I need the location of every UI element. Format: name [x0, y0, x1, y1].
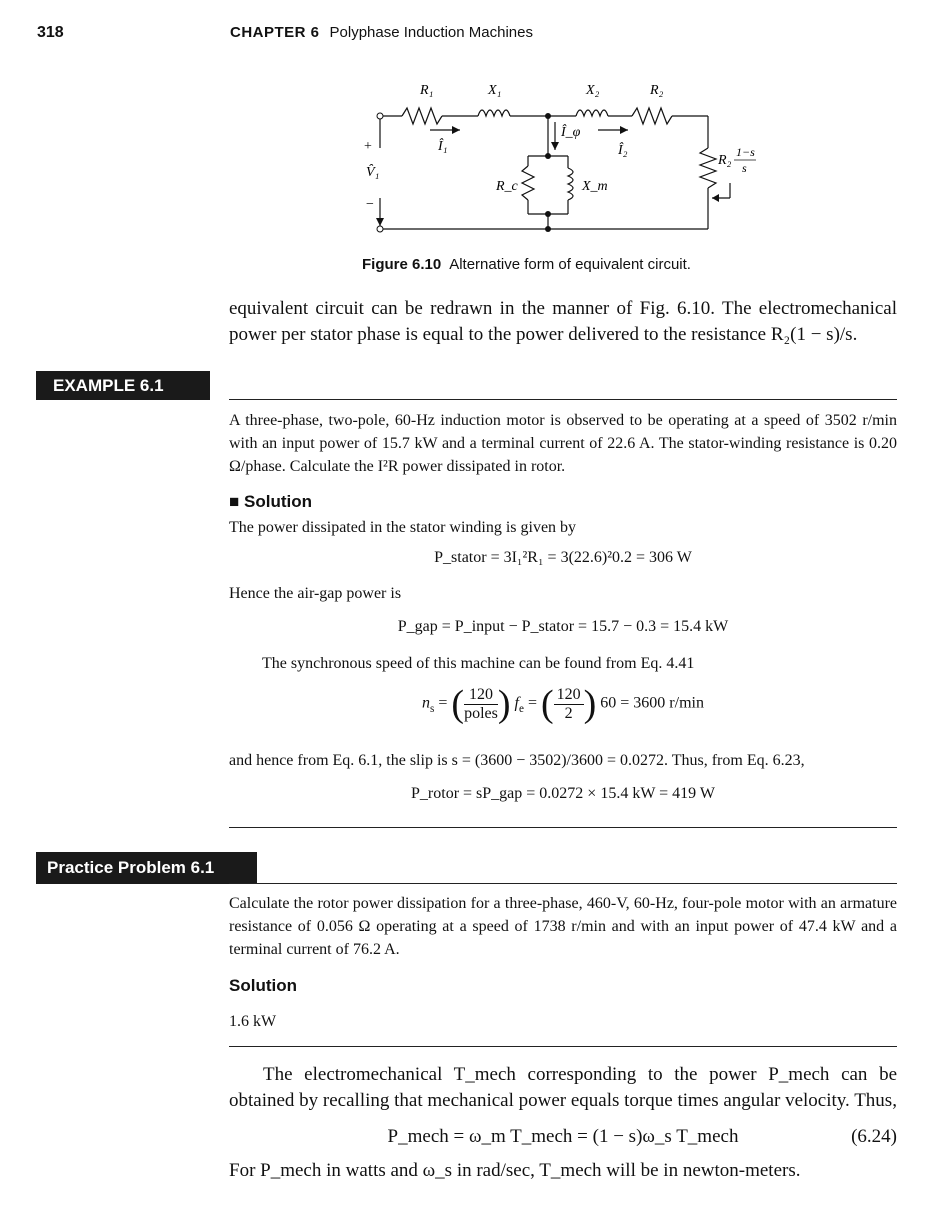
label-i2: Î₂: [618, 143, 628, 158]
closing-final-line: For P_mech in watts and ω_s in rad/sec, T_mech will be in newton-meters.: [229, 1160, 801, 1181]
closing-paragraph: The electromechanical T_mech corresponding to the power P_mech can be obtained by recalling that mechanical power equals torque times angular velocity. Thus,: [229, 1064, 897, 1111]
eq3-fraction-1: $\frac{120}{\text{poles}}$: [464, 685, 498, 722]
rc-resistor: [522, 166, 534, 200]
example-solution-heading: ■ Solution: [229, 492, 312, 511]
chapter-heading: [230, 24, 533, 41]
example-line-3: The synchronous speed of this machine can be found from Eq. 4.41: [262, 655, 695, 672]
practice-tab: Practice Problem 6.1: [36, 852, 257, 884]
eq3-result: 60 = 3600 r/min: [600, 694, 704, 712]
x2-inductor: [576, 110, 608, 116]
equation-6-24-row: [229, 1124, 897, 1150]
example-line-1: The power dissipated in the stator winding is given by: [229, 519, 577, 536]
equation-rotor: P_rotor = sP_gap = 0.0272 × 15.4 kW = 419 W: [411, 785, 715, 802]
practice-problem: Calculate the rotor power dissipation for a three-phase, 460-V, 60-Hz, four-pole motor with an armature resistance of 0.056 Ω operating at a speed of 1738 r/min and with an input power of 47.4 kW and a terminal current of 76.2 A.: [229, 895, 897, 958]
practice-top-rule: [229, 883, 897, 884]
example-bottom-rule: [229, 827, 897, 828]
equation-airgap: P_gap = P_input − P_stator = 15.7 − 0.3 = 15.4 kW: [397, 618, 729, 635]
eq3-sub: s: [430, 702, 435, 715]
label-v1: V̂₁: [366, 165, 380, 180]
example-problem: A three-phase, two-pole, 60-Hz induction motor is observed to be operating at a speed of 3502 r/min with an input power of 15.7 kW and a terminal current of 22.6 A. The stator-winding resistance is 0.20 Ω/phase. Calculate the I²R power dissipated in rotor.: [229, 412, 897, 475]
label-r2: R₂: [650, 83, 664, 98]
label-load-num: 1−s: [736, 145, 755, 159]
terminal-bottom-left: [377, 226, 383, 232]
intro-paragraph: equivalent circuit can be redrawn in the manner of Fig. 6.10. The electromechanical power per stator phase is equal to the power delivered to the resistance R₂(1 − s)/s.: [229, 298, 897, 345]
label-r2-load: R₂: [718, 153, 732, 168]
example-line-2: Hence the air-gap power is: [229, 585, 402, 602]
example-top-rule: [229, 399, 897, 400]
label-iphi: Î_φ: [561, 125, 581, 140]
load-resistor: [700, 148, 716, 188]
label-i1: Î₁: [438, 139, 448, 154]
label-r1: R₁: [420, 83, 434, 98]
eq3-fe: f: [514, 694, 519, 712]
label-rc: R_c: [496, 179, 518, 194]
practice-answer: 1.6 kW: [229, 1013, 277, 1030]
figure-caption-label: Figure 6.10: [362, 256, 442, 273]
circuit-figure: [360, 78, 760, 248]
practice-bottom-rule: [229, 1046, 897, 1047]
xm-inductor: [568, 168, 573, 200]
label-xm: X_m: [582, 179, 608, 194]
page-header: [37, 24, 907, 48]
figure-caption: [362, 256, 691, 273]
label-minus: −: [366, 197, 374, 212]
equation-stator: P_stator = 3I₁²R₁ = 3(22.6)²0.2 = 306 W: [434, 549, 692, 566]
practice-solution-heading: Solution: [229, 976, 297, 995]
label-load-den: s: [742, 161, 747, 175]
label-x2: X₂: [586, 83, 600, 98]
terminal-top-left: [377, 113, 383, 119]
r2-resistor: [632, 108, 672, 124]
x1-inductor: [478, 110, 510, 116]
chapter-label: CHAPTER 6: [230, 24, 320, 41]
example-line-4: and hence from Eq. 6.1, the slip is s = (3600 − 3502)/3600 = 0.0272. Thus, from Eq. 6.23,: [229, 752, 805, 769]
equivalent-circuit-diagram: [360, 78, 760, 248]
chapter-title: Polyphase Induction Machines: [329, 24, 533, 41]
eq3-fraction-2: $\frac{120}{2}$: [554, 686, 584, 723]
equation-number: (6.24): [851, 1126, 897, 1147]
eq3-lhs: n: [422, 694, 431, 712]
equation-6-24: P_mech = ω_m T_mech = (1 − s)ω_s T_mech: [387, 1126, 739, 1147]
r1-resistor: [402, 108, 442, 124]
figure-caption-text: Alternative form of equivalent circuit.: [449, 256, 691, 273]
label-x1: X₁: [488, 83, 502, 98]
page-number: 318: [37, 24, 64, 41]
example-tab: EXAMPLE 6.1: [36, 371, 210, 400]
label-plus: +: [364, 139, 372, 154]
equation-sync-speed: $n_s$ = ( $\frac{120}{\text{poles}}$ ) $f_e$ = ( $\frac{120}{2}$ ) 60 = 3600 r/min: [422, 683, 704, 725]
